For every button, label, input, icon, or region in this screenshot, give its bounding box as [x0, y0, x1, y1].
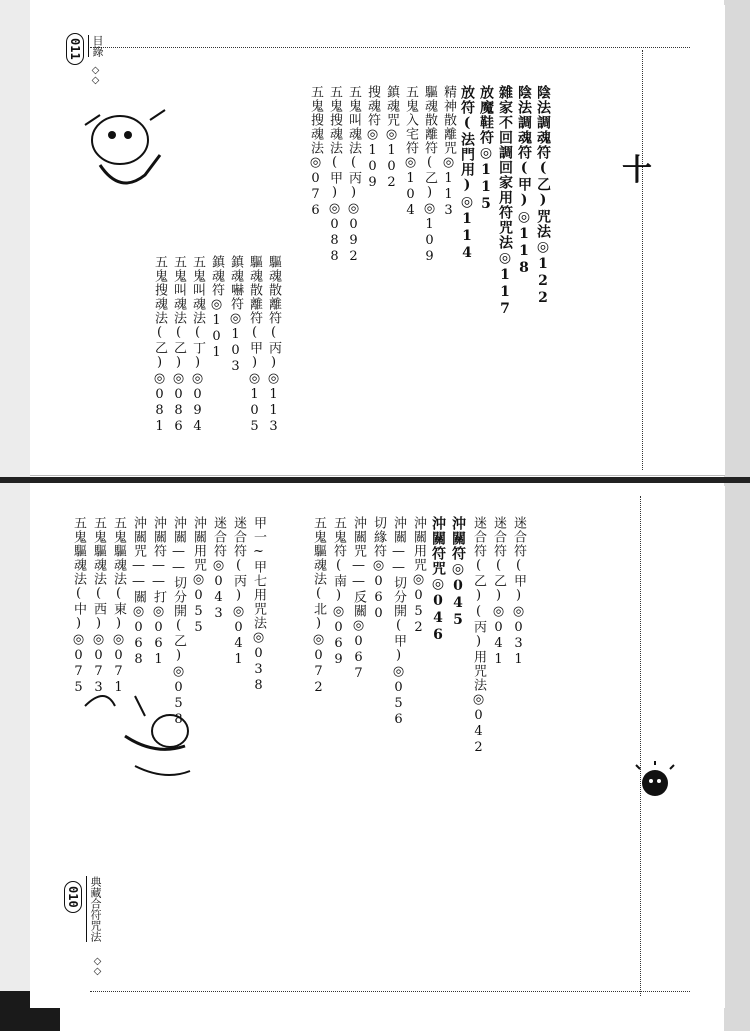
- toc-entry: 沖關用咒◎055: [191, 516, 206, 636]
- toc-entry: 鎮魂符◎101: [209, 255, 224, 361]
- toc-entry: 迷合符(乙)(丙)用咒法◎042: [471, 516, 486, 756]
- toc-entry: 驅魂散離符(乙)◎109: [422, 85, 437, 265]
- toc-entry: 雜家不回調回家用符咒法◎117: [497, 85, 513, 318]
- toc-entry: 精神散離咒◎113: [441, 85, 456, 219]
- toc-entry: 五鬼搜魂法(乙)◎081: [152, 255, 167, 435]
- page-010: [30, 486, 725, 1008]
- toc-entry: 放符(法門用)◎114: [459, 85, 475, 262]
- toc-entry: 五鬼叫魂法(乙)◎086: [171, 255, 186, 435]
- chapter-mark: 十: [622, 153, 652, 188]
- section-label: 典藏合符咒法: [86, 876, 102, 942]
- scan-margin-left: [0, 0, 30, 1031]
- toc-entry: 沖關符——打◎061: [151, 516, 166, 668]
- toc-entry: 五鬼叫魂法(丙)◎092: [346, 85, 361, 265]
- toc-entry: 陰法調魂符(甲)◎118: [516, 85, 532, 277]
- toc-entry: 沖關咒——關◎068: [131, 516, 146, 668]
- toc-entry: 五鬼驅魂法(中)◎075: [71, 516, 86, 696]
- toc-entry: 甲一~甲七用咒法◎038: [251, 516, 266, 694]
- toc-entry: 迷合符(丙)◎041: [231, 516, 246, 668]
- toc-entry: 迷合符(甲)◎031: [511, 516, 526, 668]
- toc-entry: 搜魂符◎109: [365, 85, 380, 191]
- toc-entry: 鎮魂咒◎102: [384, 85, 399, 191]
- toc-entry: 五鬼搜魂法◎076: [308, 85, 323, 219]
- toc-entry: 驅魂散離符(甲)◎105: [247, 255, 262, 435]
- scan-margin-right: [724, 0, 750, 1031]
- toc-entry: 驅魂散離符(丙)◎113: [266, 255, 281, 435]
- toc-entry: 五鬼符(南)◎069: [331, 516, 346, 668]
- toc-entry: 五鬼入宅符◎104: [403, 85, 418, 219]
- diamond-ornament-icon: ◇◇: [92, 956, 103, 976]
- toc-entry: 五鬼叫魂法(丁)◎094: [190, 255, 205, 435]
- toc-entry: 迷合符(乙)◎041: [491, 516, 506, 668]
- toc-entry: 陰法調魂符(乙)咒法◎122: [535, 85, 551, 307]
- toc-entry: 沖關符咒◎046: [430, 516, 446, 644]
- book-spine: [0, 477, 750, 483]
- toc-entry: 切緣符◎060: [371, 516, 386, 622]
- fox-illustration-icon: [70, 95, 170, 205]
- toc-entry: 沖關用咒◎052: [411, 516, 426, 636]
- toc-entry: 沖關咒——反關◎067: [351, 516, 366, 682]
- toc-entry: 五鬼驅魂法(東)◎071: [111, 516, 126, 696]
- decorative-border-bottom: [90, 991, 690, 1000]
- toc-entry: 五鬼驅魂法(西)◎073: [91, 516, 106, 696]
- section-label: 目錄: [88, 35, 104, 57]
- toc-entry: 沖關——切分開(乙)◎058: [171, 516, 186, 728]
- decorative-border-right: [640, 496, 649, 996]
- diamond-ornament-icon: ◇◇: [90, 65, 101, 85]
- toc-entry: 放魔鞋符◎115: [478, 85, 494, 213]
- page-number: 011: [66, 33, 84, 65]
- toc-entry: 五鬼驅魂法(北)◎072: [311, 516, 326, 696]
- toc-entry: 鎮魂嚇符◎103: [228, 255, 243, 375]
- toc-entry: 沖關——切分開(甲)◎056: [391, 516, 406, 728]
- toc-entry: 沖關符◎045: [450, 516, 466, 629]
- page-011: [30, 5, 725, 476]
- decorative-border-right: [642, 50, 651, 470]
- sun-face-icon: [630, 761, 680, 801]
- page-number: 010: [64, 881, 82, 913]
- toc-entry: 迷合符◎043: [211, 516, 226, 622]
- decorative-border-top: [90, 47, 690, 56]
- toc-entry: 五鬼搜魂法(甲)◎088: [327, 85, 342, 265]
